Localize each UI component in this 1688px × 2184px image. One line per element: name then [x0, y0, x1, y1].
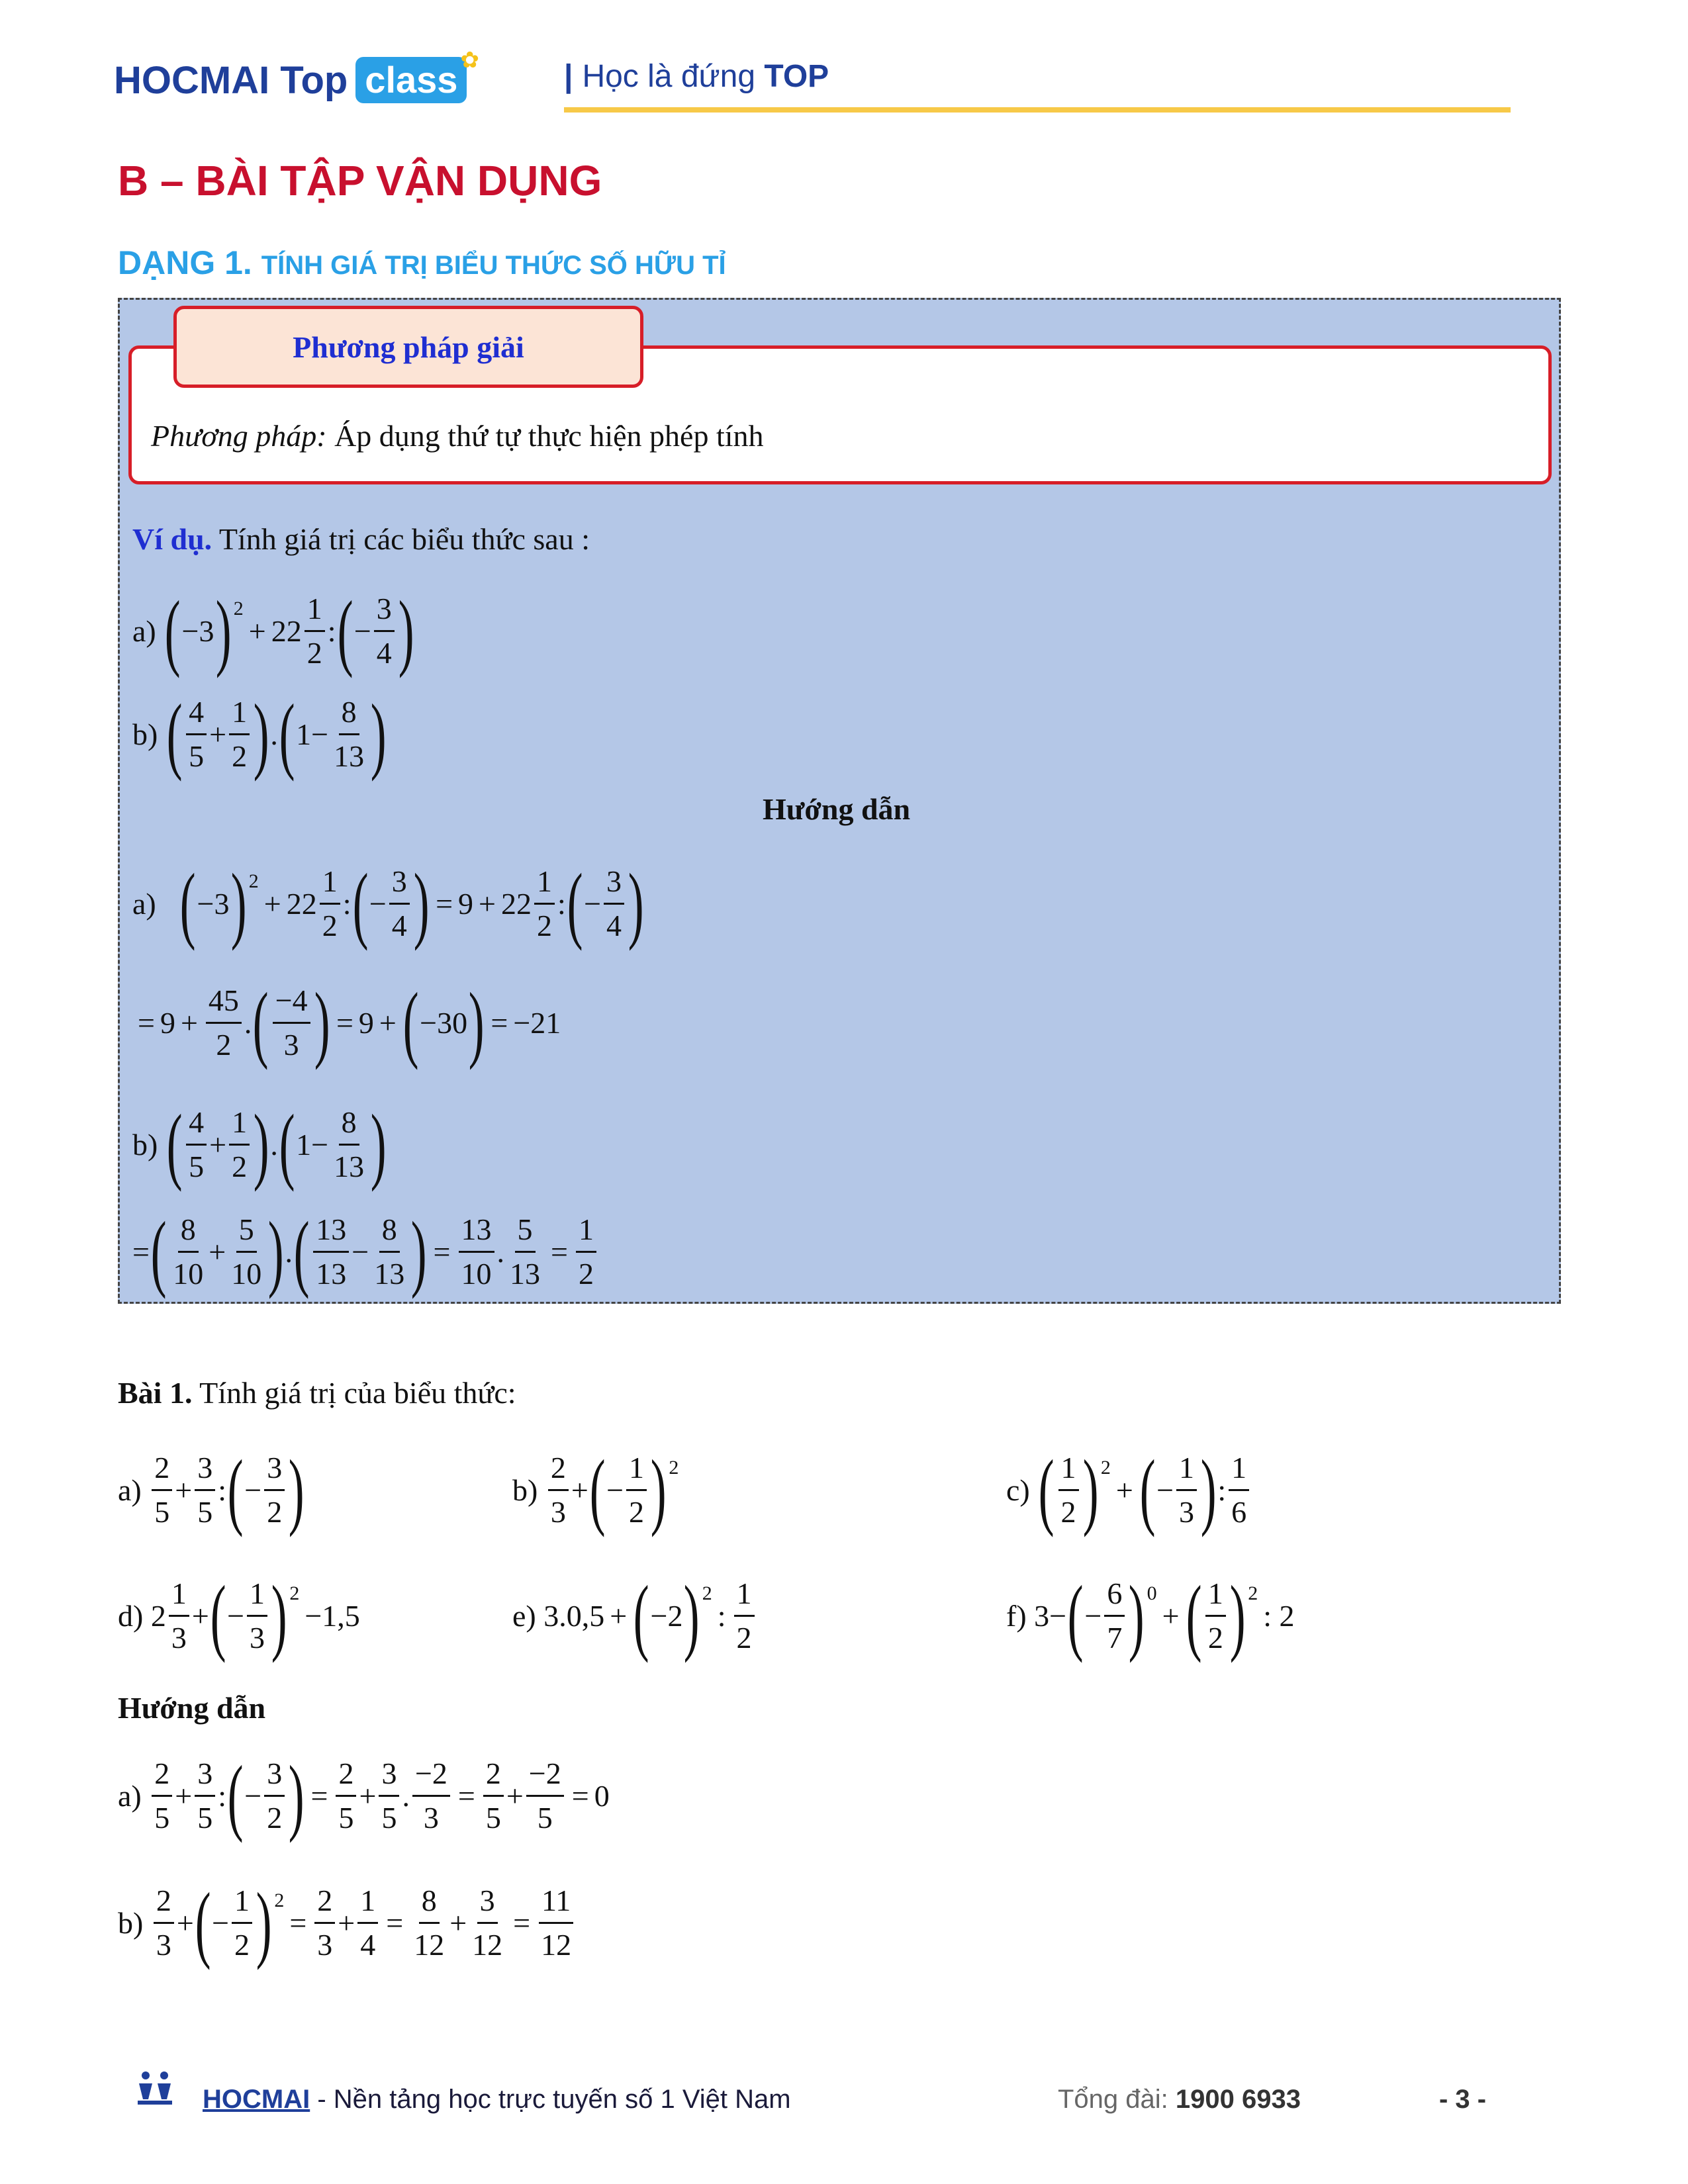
footer-tagline: [203, 2085, 791, 2115]
exercise-d: d) 2 1 3 + ( − $\frac{1}{3}$ ) 2 −1,5: [118, 1568, 360, 1664]
method-body: Áp dụng thứ tự thực hiện phép tính: [326, 419, 764, 453]
exercise-guide-a: a) 2 5 + $\frac{3}{5}$ : ( − $\frac{3}{2}$ ) = $\frac{2}{5}$ + $\frac{3}{5}$ . $\frac{-2}{3}$ = $\frac{2}{5}$ + $\frac{-2}{5}$ = 0: [118, 1748, 610, 1844]
method-text: [151, 418, 764, 453]
hotline-label: Tổng đài:: [1058, 2085, 1176, 2114]
logo-class: class: [355, 57, 467, 103]
guide-a-line2: = 9 + $\frac{45}{2}$ . ( −4 3 ) = 9 + ( −30 ) = −21: [138, 975, 561, 1071]
exercise-b: b) 2 3 + ( − $\frac{1}{2}$ ) 2: [512, 1442, 679, 1538]
subsection-text: TÍNH GIÁ TRỊ BIỂU THỨC SỐ HỮU TỈ: [261, 251, 726, 280]
method-label: Phương pháp:: [151, 419, 327, 453]
example-prompt: [132, 522, 590, 557]
exercise-a: a) 2 5 + $\frac{3}{5}$ : ( − $\frac{3}{2}$ ): [118, 1442, 305, 1538]
example-b: b) ( 4 5 + $\frac{1}{2}$ ) . ( 1− $\frac{8}{13}$ ): [132, 686, 387, 782]
header-divider: [564, 107, 1511, 113]
star-icon: ✿: [460, 48, 479, 73]
guide-b-line1: b) ( 4 5 + $\frac{1}{2}$ ) . ( 1− $\frac{8}{13}$ ): [132, 1097, 387, 1193]
slogan-prefix: Học là đứng: [582, 59, 765, 94]
exercise-prompt: [118, 1375, 516, 1410]
hocmai-logo: [114, 48, 479, 103]
footer-brand-link[interactable]: HOCMAI: [203, 2085, 310, 2114]
example-a: a) ( −3 ) 2 + 22 1 2 : ( − $\frac{3}{4}$ ): [132, 583, 414, 679]
section-title: B – BÀI TẬP VẬN DỤNG: [118, 157, 602, 205]
example-label: Ví dụ.: [132, 522, 212, 556]
hocmai-footer-icon: [136, 2069, 173, 2106]
footer-hotline: [1058, 2085, 1301, 2115]
hotline-number: 1900 6933: [1175, 2085, 1301, 2114]
subsection-title: [118, 244, 726, 282]
page-number: - 3 -: [1439, 2085, 1487, 2114]
exercise-label: Bài 1.: [118, 1376, 193, 1410]
example-guide-title: Hướng dẫn: [763, 792, 911, 826]
slogan-top: TOP: [764, 59, 829, 94]
slogan: | Học là đứng TOP: [564, 59, 829, 94]
exercise-e: e) 3.0,5 + ( −2 ) 2 : 1 2: [512, 1572, 757, 1659]
exercise-text: Tính giá trị của biểu thức:: [192, 1376, 516, 1410]
exercise-c: c) ( 1 2 ) 2 + ( − $\frac{1}{3}$ ) : 1 6: [1006, 1447, 1252, 1533]
method-tab: Phương pháp giải: [173, 306, 643, 388]
example-text: Tính giá trị các biểu thức sau :: [212, 522, 590, 556]
guide-a-line1: a) ( −3 ) 2 + 22 1 2 : ( − $\frac{3}{4}$ ) = 9 + 22 1 2 : ( − $\frac{3}{4}$ ): [132, 856, 644, 952]
subsection-label: DẠNG 1.: [118, 244, 261, 281]
exercise-guide-b: b) 2 3 + ( − $\frac{1}{2}$ ) 2 = $\frac{2}{3}$ + $\frac{1}{4}$ = $\frac{8}{12}$ + $\frac{3}{12}$ = $\frac{11}{12}$: [118, 1880, 577, 1966]
exercise-f: f) 3− ( − $\frac{6}{7}$ ) 0 + ( 1 2 ) 2 : 2: [1006, 1568, 1295, 1664]
guide-b-line2: = ( 8 10 + $\frac{5}{10}$ ) . ( 13 13 − $\frac{8}{13}$ ) = $\frac{13}{10}$ . $\frac{5}{13}$ = $\frac{1}{2}$: [132, 1208, 599, 1295]
logo-brand: HOCMAI Top: [114, 58, 348, 102]
footer-tagline-text: - Nền tảng học trực tuyến số 1 Việt Nam: [310, 2085, 791, 2114]
exercise-guide-title: Hướng dẫn: [118, 1691, 266, 1725]
